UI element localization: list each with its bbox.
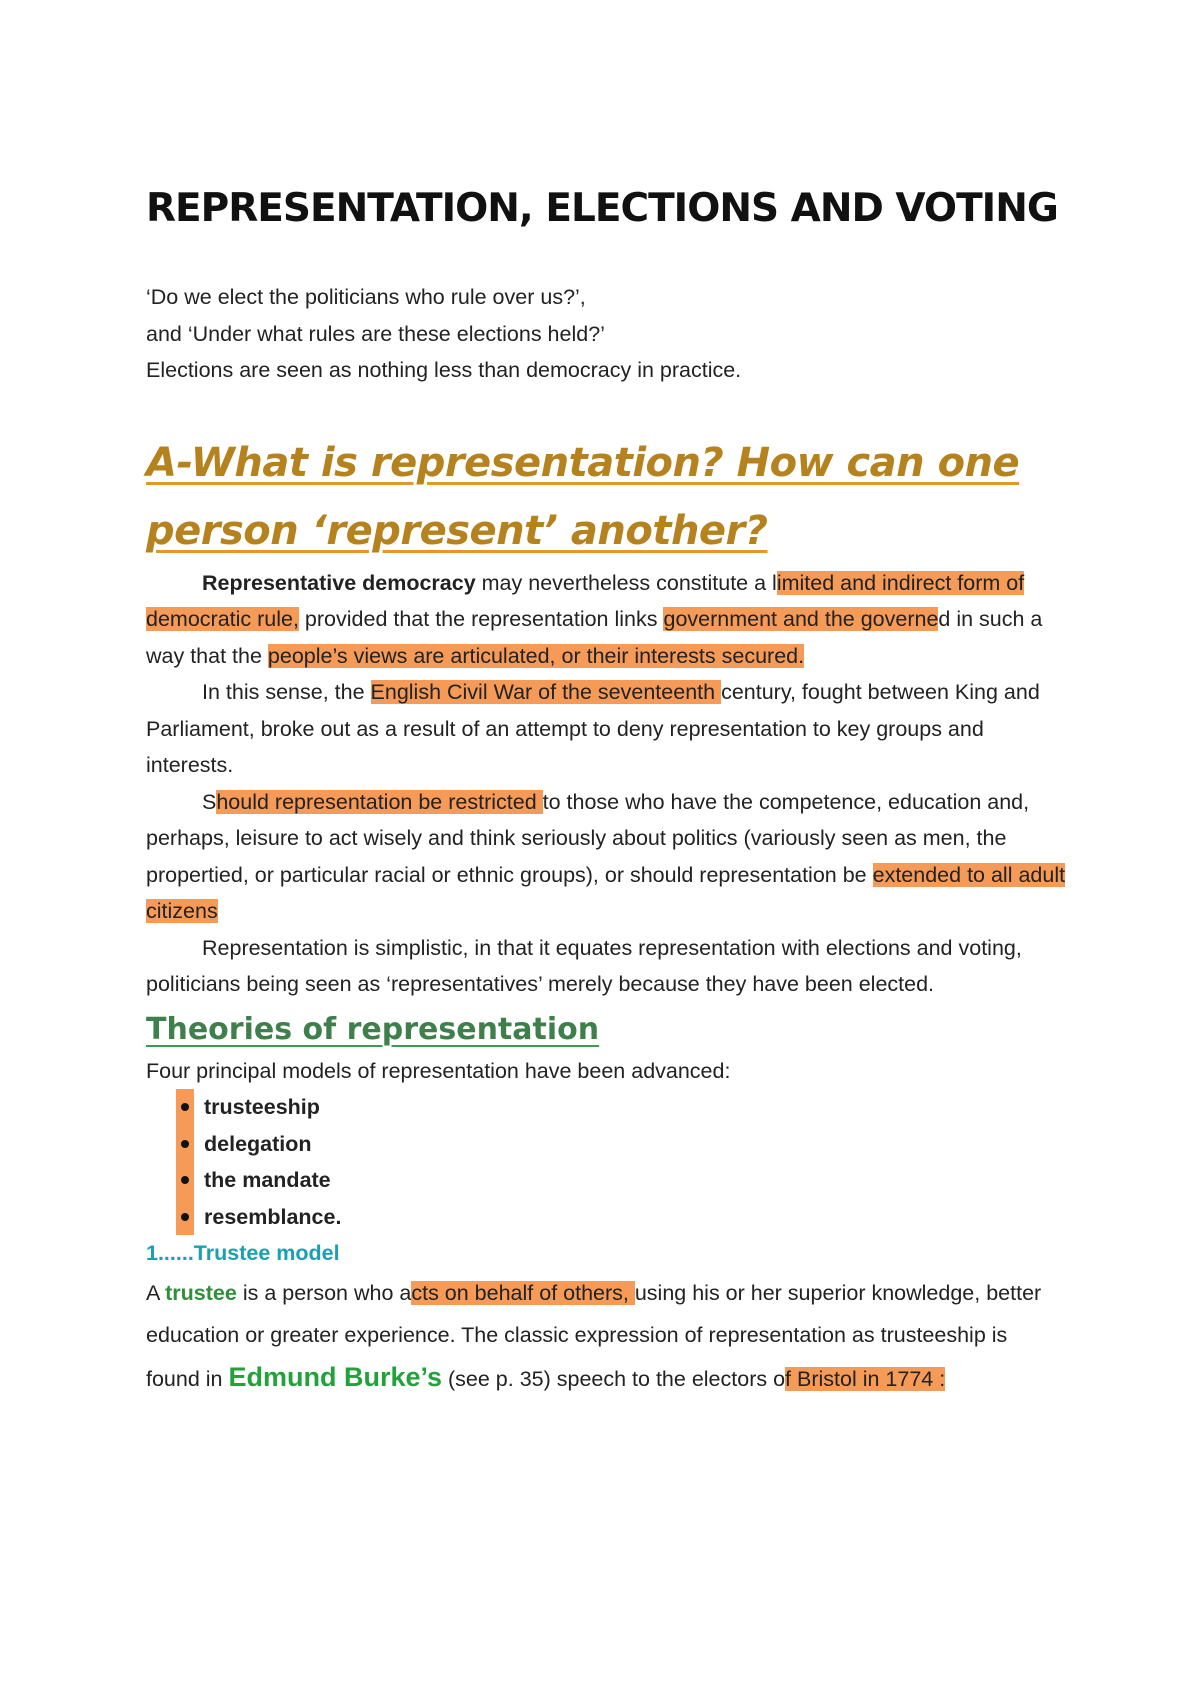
list-item — [176, 1126, 1066, 1163]
text-run: A — [146, 1280, 166, 1305]
highlight: cts on behalf of others, — [411, 1280, 635, 1305]
section-a-heading-line2: person ‘represent’ another? — [146, 507, 768, 554]
list-item-label: trusteeship — [204, 1095, 320, 1119]
list-item — [176, 1199, 1066, 1236]
list-item-label: the mandate — [204, 1168, 331, 1192]
document-body — [146, 180, 1066, 1400]
list-item-label: delegation — [204, 1131, 312, 1156]
text-run: to those who have the competence, education and, perhaps, leisure to act wisely and think seriously about politics (variously seen as men, the propertied, or particular racial or ethnic groups), or should representation be — [146, 789, 1030, 887]
bullet-icon — [176, 1199, 194, 1236]
paragraph-trustee — [146, 1272, 1066, 1400]
section-a-heading-line1: A-What is representation? How can one — [146, 439, 1020, 486]
trustee-model-heading: 1......Trustee model — [146, 1241, 340, 1265]
paragraph-civil-war — [146, 674, 1066, 784]
theories-heading: Theories of representation — [146, 1011, 600, 1047]
text-run: is a person who a — [236, 1280, 412, 1305]
highlight: English Civil War of the seventeenth — [370, 680, 722, 704]
text-run: In this sense, the — [202, 680, 371, 704]
intro-line: and ‘Under what rules are these elections held?’ — [146, 321, 605, 346]
bullet-icon — [176, 1126, 194, 1163]
text-run: S — [202, 789, 217, 814]
intro-line: ‘Do we elect the politicians who rule over us?’, — [146, 285, 586, 309]
intro-line: Elections are seen as nothing less than democracy in practice. — [146, 358, 742, 382]
intro-block — [146, 279, 1066, 389]
paragraph-restriction — [146, 784, 1066, 930]
bullet-icon — [176, 1162, 194, 1199]
highlight: hould representation be restricted — [216, 789, 543, 814]
highlight: people’s views are articulated, or their interests secured. — [267, 643, 805, 668]
text-run: may nevertheless constitute a l — [475, 570, 777, 595]
list-item — [176, 1162, 1066, 1199]
bullet-icon — [176, 1089, 194, 1126]
paragraph-simplistic: Representation is simplistic, in that it equates representation with elections and voting, politicians being seen as ‘representatives’ merely because they have been elected. — [146, 935, 1022, 996]
list-item-label: resemblance. — [204, 1204, 342, 1229]
text-run: century, fought between King and Parliament, broke out as a result of an attempt to deny representation to key groups and interests. — [146, 680, 1040, 777]
text-run: (see p. 35) speech to the electors o — [442, 1366, 786, 1391]
highlight: imited and indirect form of democratic rule, — [146, 570, 1025, 631]
document-title: REPRESENTATION, ELECTIONS AND VOTING — [146, 186, 1058, 231]
trustee-term: trustee — [165, 1280, 237, 1305]
highlight: government and the governe — [663, 607, 939, 631]
highlight: extended to all adult citizens — [146, 862, 1066, 923]
burke-name: Edmund Burke’s — [228, 1361, 443, 1392]
highlight: f Bristol in 1774 : — [785, 1366, 946, 1391]
paragraph-representative-democracy — [146, 565, 1066, 675]
section-a-heading — [146, 429, 1066, 565]
list-item — [176, 1089, 1066, 1126]
text-run: using his or her superior knowledge, better education or greater experience. The classic expression of representation as trusteeship is found in — [146, 1280, 1042, 1391]
text-run: d in such a way that the — [146, 607, 1043, 668]
theories-intro: Four principal models of representation have been advanced: — [146, 1058, 731, 1083]
bold-term: Representative democracy — [202, 570, 476, 595]
models-list — [146, 1089, 1066, 1235]
text-run: provided that the representation links — [298, 607, 664, 631]
